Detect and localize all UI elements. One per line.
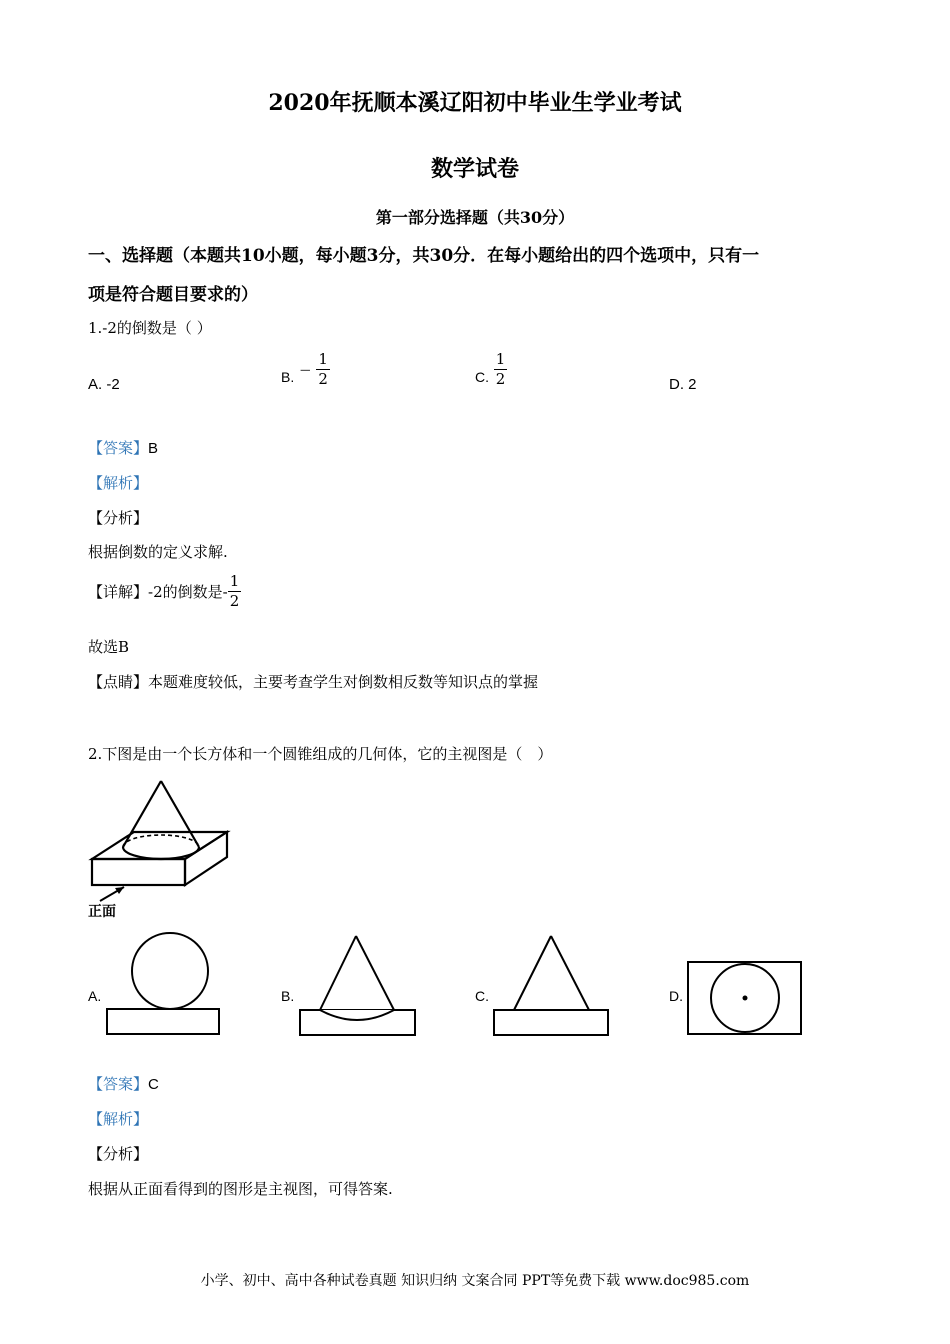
section-heading-line2: 项是符合题目要求的）	[88, 285, 258, 305]
q2-option-c-label: C.	[475, 988, 489, 1004]
detail-tag: 【详解】	[88, 583, 149, 601]
q1-option-a: A. -2	[88, 376, 120, 393]
q2-option-b-label: B.	[281, 988, 295, 1004]
q1-answer-line	[88, 437, 158, 458]
q2-option-a-label: A.	[88, 988, 102, 1004]
fraction-denominator: 2	[495, 370, 506, 388]
fraction-numerator: 1	[318, 350, 328, 368]
q1-fenxi-tag: 【分析】	[88, 509, 149, 527]
q1-comment-text: 本题难度较低，主要考查学生对倒数相反数等知识点的掌握	[148, 674, 539, 691]
q1-option-d: D. 2	[669, 376, 697, 393]
q1-stem: 1.-2的倒数是（ ）	[88, 319, 212, 337]
fraction-denominator: 2	[229, 592, 240, 610]
fraction-numerator: 1	[229, 572, 240, 590]
fraction-numerator: 1	[495, 350, 506, 368]
q2-option-d-figure	[686, 960, 806, 1038]
q1-option-b-label: B.	[281, 368, 295, 385]
q2-fenxi-tag: 【分析】	[88, 1145, 149, 1163]
q2-option-a-figure	[100, 932, 225, 1038]
q1-fenxi-text: 根据倒数的定义求解.	[88, 543, 228, 561]
fraction-denominator: 2	[318, 370, 328, 388]
q2-stem: 2.下图是由一个长方体和一个圆锥组成的几何体，它的主视图是（ ）	[88, 745, 553, 763]
page-footer: 小学、初中、高中各种试卷真题 知识归纳 文案合同 PPT等免费下载 www.doc985.com	[200, 1273, 750, 1289]
q1-option-c	[475, 352, 507, 387]
part-heading: 第一部分选择题（共30分）	[375, 208, 575, 227]
q1-option-c-fraction	[494, 352, 508, 387]
q2-front-label: 正面	[88, 904, 116, 920]
q2-answer-line	[88, 1073, 159, 1094]
q1-choose: 故选B	[88, 638, 130, 656]
q1-option-b	[281, 352, 330, 387]
q2-fenxi-text: 根据从正面看得到的图形是主视图，可得答案.	[88, 1180, 393, 1198]
document-subtitle: 数学试卷	[430, 156, 519, 182]
q1-detail-line	[88, 574, 241, 609]
q1-option-b-fraction	[316, 352, 330, 387]
q2-answer: C	[148, 1076, 159, 1093]
q2-option-c-figure	[490, 932, 614, 1038]
q2-option-d-label: D.	[669, 988, 683, 1004]
q1-comment-line	[88, 671, 538, 692]
section-heading-line1: 一、选择题（本题共10小题，每小题3分，共30分．在每小题给出的四个选项中，只有一	[88, 246, 760, 266]
q1-option-b-sign: −	[299, 360, 312, 379]
document-title: 2020年抚顺本溪辽阳初中毕业生学业考试	[268, 90, 682, 116]
q2-analysis-tag: 【解析】	[88, 1110, 149, 1128]
answer-tag: 【答案】	[88, 1075, 149, 1093]
q1-option-c-label: C.	[475, 368, 489, 385]
q1-analysis-tag: 【解析】	[88, 474, 149, 492]
answer-tag: 【答案】	[88, 439, 149, 457]
comment-tag: 【点睛】	[88, 673, 149, 691]
q1-detail-fraction	[228, 574, 242, 609]
q1-answer: B	[148, 440, 159, 457]
q1-detail-text: -2的倒数是-	[148, 583, 228, 601]
q2-option-b-figure	[296, 932, 420, 1038]
